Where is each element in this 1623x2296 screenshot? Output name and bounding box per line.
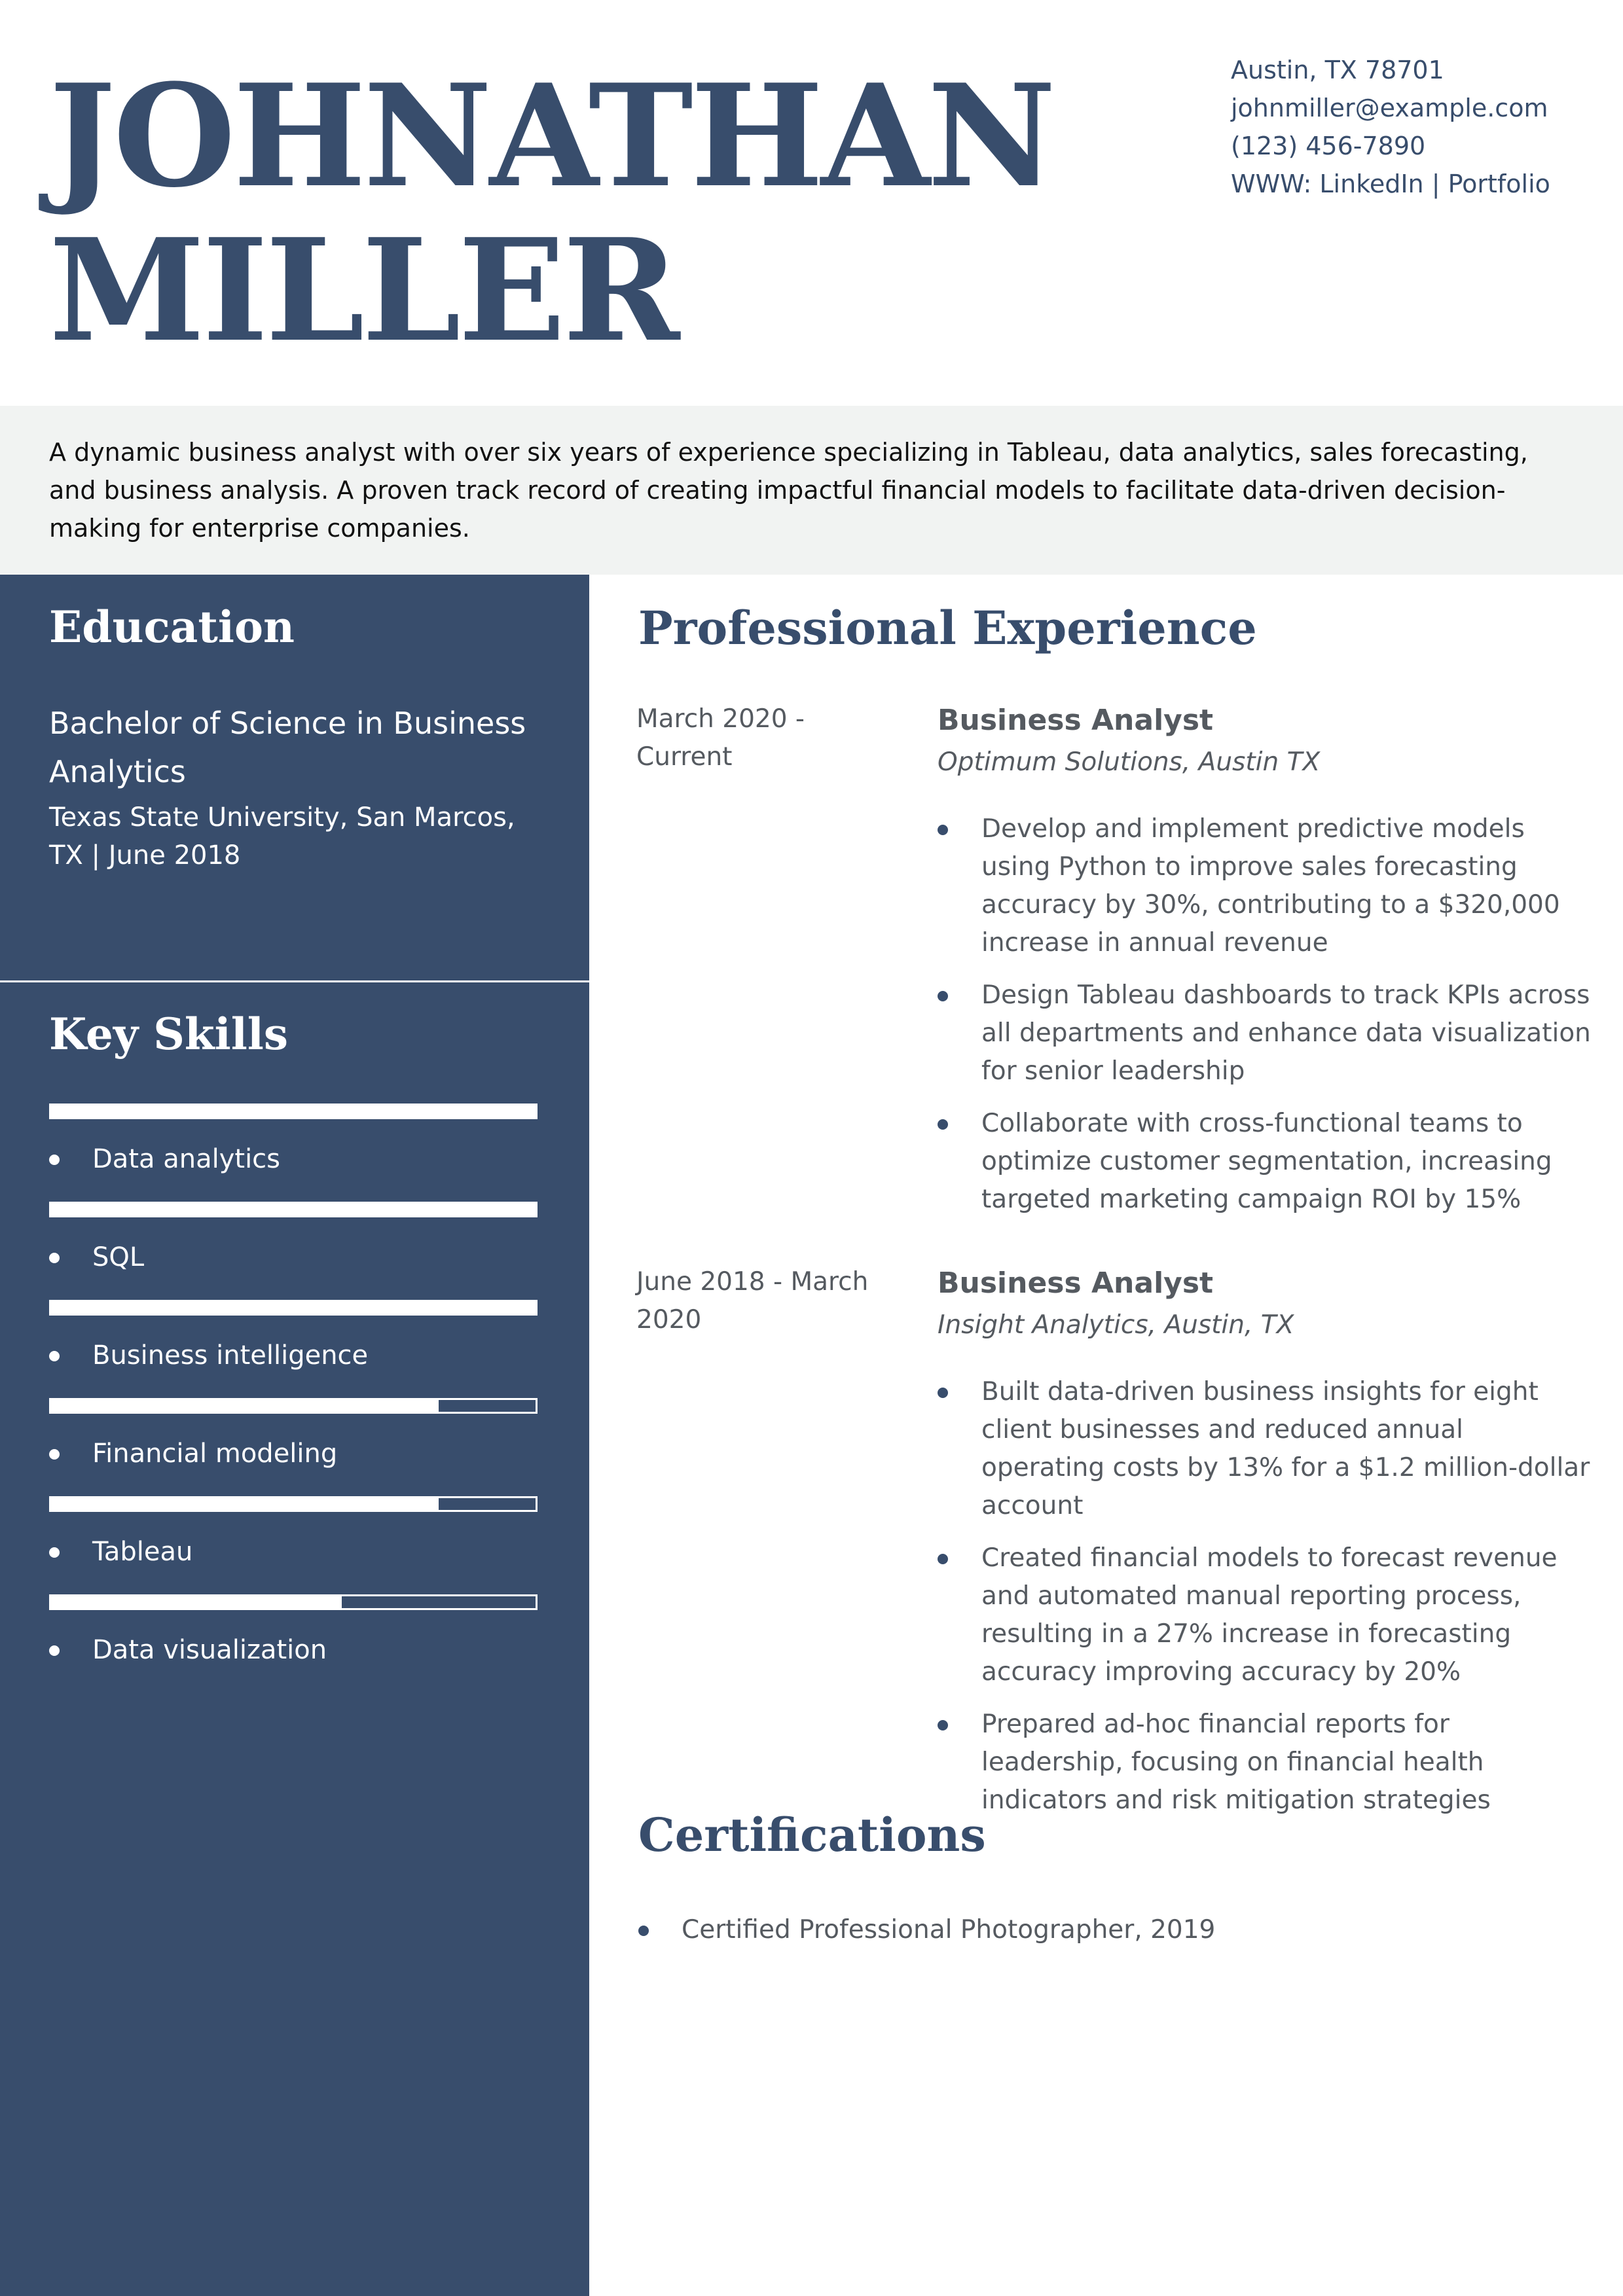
candidate-name bbox=[49, 53, 1054, 373]
bullet-icon bbox=[938, 825, 948, 835]
contact-info bbox=[1231, 51, 1550, 203]
certification-text: Certified Professional Photographer, 2019 bbox=[682, 1915, 1216, 1945]
education-heading: Education bbox=[49, 601, 295, 653]
bullet-icon bbox=[938, 1720, 948, 1731]
list-item bbox=[938, 1706, 1592, 1820]
bullet-icon bbox=[938, 1388, 948, 1398]
bullet-icon bbox=[938, 1554, 948, 1564]
list-item bbox=[938, 810, 1592, 962]
name-last: MILLER bbox=[49, 207, 678, 373]
skill-level-fill bbox=[51, 1596, 342, 1608]
education-school: Texas State University, San Marcos, TX | June 2018 bbox=[49, 802, 515, 870]
skill-level-bar bbox=[49, 1103, 538, 1119]
skill-name: Business intelligence bbox=[92, 1340, 369, 1371]
list-item bbox=[938, 1373, 1592, 1525]
skill-level-fill bbox=[51, 1105, 536, 1117]
skill-item bbox=[49, 1300, 540, 1378]
main-content bbox=[589, 575, 1623, 2296]
job-title: Business Analyst bbox=[938, 1266, 1214, 1300]
resume-header bbox=[0, 0, 1623, 406]
bullet-text: Created financial models to forecast revenue and automated manual reporting process, resulting in a 27% increase in forecasting accuracy improving accuracy by 20% bbox=[981, 1543, 1558, 1687]
skill-level-bar bbox=[49, 1300, 538, 1316]
list-item bbox=[938, 1105, 1592, 1219]
bullet-icon bbox=[49, 1547, 60, 1558]
job-dates: June 2018 - March 2020 bbox=[636, 1267, 869, 1335]
skill-level-fill bbox=[51, 1400, 439, 1412]
skill-name: Data analytics bbox=[92, 1144, 281, 1174]
bullet-icon bbox=[49, 1155, 60, 1165]
bullet-icon bbox=[638, 1926, 649, 1936]
skill-level-fill bbox=[51, 1302, 536, 1314]
contact-email[interactable]: johnmiller@example.com bbox=[1231, 94, 1548, 122]
skill-name: Data visualization bbox=[92, 1635, 327, 1665]
certifications-heading: Certifications bbox=[638, 1808, 986, 1862]
sidebar bbox=[0, 575, 589, 2296]
bullet-text: Collaborate with cross-functional teams to optimize customer segmentation, increasing targeted marketing campaign ROI by 15% bbox=[981, 1109, 1552, 1214]
job-title: Business Analyst bbox=[938, 704, 1214, 737]
bullet-icon bbox=[938, 1119, 948, 1130]
skill-level-bar bbox=[49, 1594, 538, 1610]
job-company: Insight Analytics, Austin, TX bbox=[938, 1310, 1294, 1340]
job-bullets bbox=[938, 1373, 1592, 1834]
list-item bbox=[938, 1539, 1592, 1691]
contact-address: Austin, TX 78701 bbox=[1231, 56, 1444, 84]
name-first: JOHNATHAN bbox=[49, 53, 1054, 219]
bullet-text: Design Tableau dashboards to track KPIs across all departments and enhance data visualization for senior leadership bbox=[981, 980, 1591, 1086]
sidebar-divider bbox=[0, 980, 589, 982]
bullet-icon bbox=[49, 1449, 60, 1460]
bullet-text: Prepared ad-hoc financial reports for leadership, focusing on financial health indicators and risk mitigation strategies bbox=[981, 1710, 1491, 1815]
experience-heading: Professional Experience bbox=[638, 601, 1257, 655]
bullet-icon bbox=[938, 991, 948, 1001]
contact-web-links[interactable]: WWW: LinkedIn | Portfolio bbox=[1231, 170, 1550, 198]
skills-heading: Key Skills bbox=[49, 1009, 288, 1060]
skill-name: SQL bbox=[92, 1242, 145, 1272]
bullet-text: Built data-driven business insights for eight client businesses and reduced annual operating costs by 13% for a $1.2 million-dollar account bbox=[981, 1377, 1590, 1520]
skill-level-bar bbox=[49, 1398, 538, 1414]
contact-phone[interactable]: (123) 456-7890 bbox=[1231, 132, 1426, 160]
bullet-icon bbox=[49, 1351, 60, 1361]
bullet-text: Develop and implement predictive models using Python to improve sales forecasting accuracy by 30%, contributing to a $320,000 increase in annual revenue bbox=[981, 814, 1560, 958]
summary-section bbox=[0, 406, 1623, 575]
skill-level-bar bbox=[49, 1202, 538, 1217]
skill-item bbox=[49, 1496, 540, 1575]
job-company: Optimum Solutions, Austin TX bbox=[938, 747, 1321, 777]
skill-item bbox=[49, 1594, 540, 1673]
skill-item bbox=[49, 1103, 540, 1182]
summary-text: A dynamic business analyst with over six years of experience specializing in Tableau, data analytics, sales forecasting, and business analysis. A proven track record of creating impactful financial models to facilitate data-driven decision-making for enterprise companies. bbox=[49, 438, 1528, 543]
job-dates: March 2020 - Current bbox=[636, 704, 805, 772]
skill-level-fill bbox=[51, 1498, 439, 1510]
list-item bbox=[938, 977, 1592, 1090]
skill-level-bar bbox=[49, 1496, 538, 1512]
education-degree: Bachelor of Science in Business Analytics bbox=[49, 706, 526, 789]
bullet-icon bbox=[49, 1253, 60, 1263]
skill-item bbox=[49, 1398, 540, 1477]
skill-name: Financial modeling bbox=[92, 1439, 338, 1469]
job-bullets bbox=[938, 810, 1592, 1233]
bullet-icon bbox=[49, 1645, 60, 1656]
skill-item bbox=[49, 1202, 540, 1280]
skill-level-fill bbox=[51, 1204, 536, 1215]
skill-name: Tableau bbox=[92, 1537, 193, 1567]
